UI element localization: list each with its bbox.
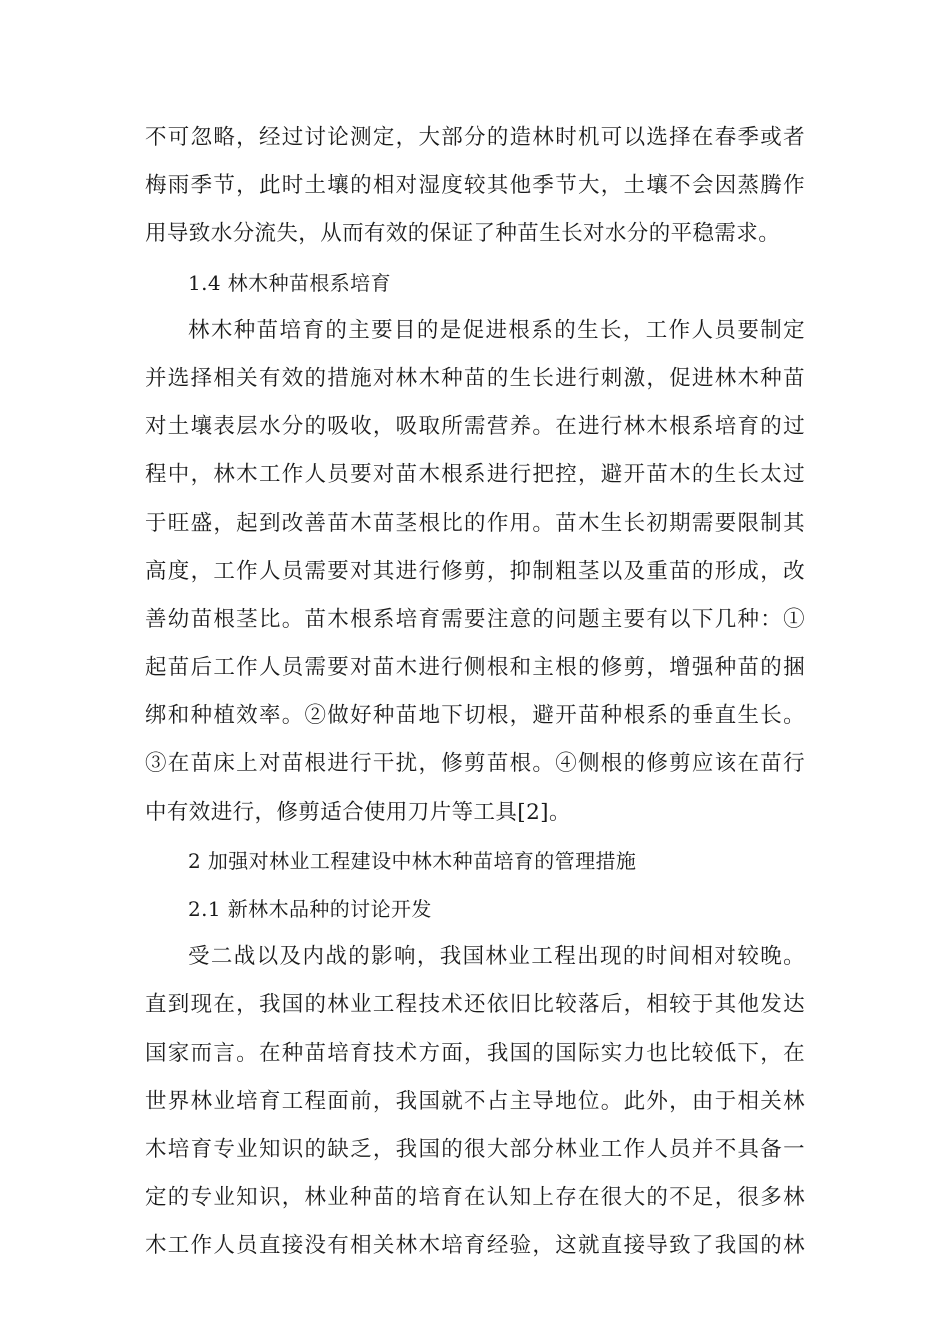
text-line: 定的专业知识，林业种苗的培育在认知上存在很大的不足，很多林 [145, 1185, 805, 1211]
text-line: 林木种苗培育的主要目的是促进根系的生长，工作人员要制定 [188, 317, 805, 343]
text-line: 不可忽略，经过讨论测定，大部分的造林时机可以选择在春季或者 [145, 125, 805, 150]
section-heading: 2 加强对林业工程建设中林木种苗培育的管理措施 [188, 848, 637, 873]
text-line: 木培育专业知识的缺乏，我国的很大部分林业工作人员并不具备一 [145, 1136, 805, 1162]
subsection-heading: 2.1 新林木品种的讨论开发 [188, 897, 432, 921]
text-line: 世界林业培育工程面前，我国就不占主导地位。此外，由于相关林 [145, 1088, 805, 1114]
text-line: 梅雨季节，此时土壤的相对湿度较其他季节大，土壤不会因蒸腾作 [145, 173, 805, 199]
text-line: 善幼苗根茎比。苗木根系培育需要注意的问题主要有以下几种：① [145, 606, 805, 632]
text-line: ③在苗床上对苗根进行干扰，修剪苗根。④侧根的修剪应该在苗行 [145, 751, 805, 777]
document-page [145, 114, 805, 1271]
text-line: 对土壤表层水分的吸收，吸取所需营养。在进行林木根系培育的过 [145, 414, 805, 440]
text-line: 用导致水分流失，从而有效的保证了种苗生长对水分的平稳需求。 [145, 221, 781, 247]
text-line: 程中，林木工作人员要对苗木根系进行把控，避开苗木的生长太过 [145, 462, 805, 488]
text-line: 中有效进行，修剪适合使用刀片等工具[2]。 [145, 799, 571, 825]
text-line: 木工作人员直接没有相关林木培育经验，这就直接导致了我国的林 [145, 1233, 805, 1259]
text-line: 于旺盛，起到改善苗木苗茎根比的作用。苗木生长初期需要限制其 [145, 510, 805, 536]
text-line: 直到现在，我国的林业工程技术还依旧比较落后，相较于其他发达 [145, 992, 805, 1018]
section-heading: 1.4 林木种苗根系培育 [188, 270, 391, 295]
text-line: 受二战以及内战的影响，我国林业工程出现的时间相对较晚。 [188, 944, 805, 970]
text-line: 并选择相关有效的措施对林木种苗的生长进行刺激，促进林木种苗 [145, 365, 805, 391]
text-line: 起苗后工作人员需要对苗木进行侧根和主根的修剪，增强种苗的捆 [145, 655, 805, 681]
text-line: 高度，工作人员需要对其进行修剪，抑制粗茎以及重苗的形成，改 [145, 558, 805, 584]
text-line: 国家而言。在种苗培育技术方面，我国的国际实力也比较低下，在 [145, 1040, 805, 1066]
text-line: 绑和种植效率。②做好种苗地下切根，避开苗种根系的垂直生长。 [145, 703, 805, 729]
